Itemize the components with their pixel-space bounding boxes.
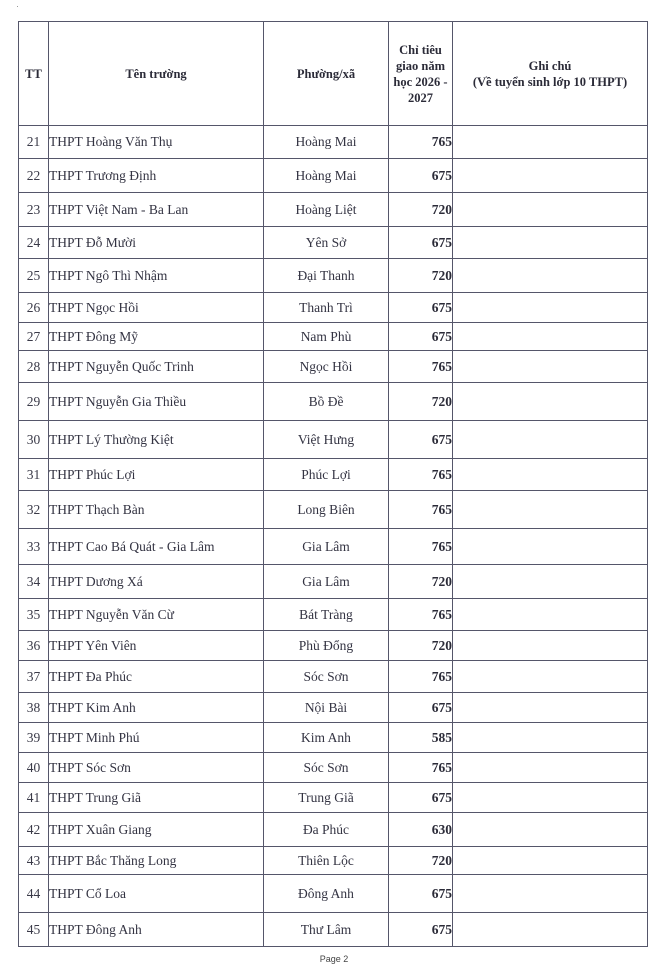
note-cell bbox=[453, 259, 648, 293]
ward-name: Đông Anh bbox=[264, 875, 389, 913]
row-number: 45 bbox=[19, 913, 49, 947]
table-row bbox=[19, 847, 648, 875]
school-name: THPT Yên Viên bbox=[49, 631, 264, 661]
school-name: THPT Hoàng Văn Thụ bbox=[49, 126, 264, 159]
school-name: THPT Ngô Thì Nhậm bbox=[49, 259, 264, 293]
note-cell bbox=[453, 383, 648, 421]
school-name: THPT Xuân Giang bbox=[49, 813, 264, 847]
row-number: 27 bbox=[19, 323, 49, 351]
quota-value: 630 bbox=[389, 813, 453, 847]
table-row bbox=[19, 293, 648, 323]
ward-name: Hoàng Mai bbox=[264, 159, 389, 193]
quota-value: 720 bbox=[389, 565, 453, 599]
school-name: THPT Trung Giã bbox=[49, 783, 264, 813]
table-row bbox=[19, 227, 648, 259]
ward-name: Nam Phù bbox=[264, 323, 389, 351]
ward-name: Thư Lâm bbox=[264, 913, 389, 947]
row-number: 36 bbox=[19, 631, 49, 661]
quota-value: 720 bbox=[389, 631, 453, 661]
quota-value: 765 bbox=[389, 351, 453, 383]
table-row bbox=[19, 193, 648, 227]
school-name: THPT Kim Anh bbox=[49, 693, 264, 723]
ward-name: Gia Lâm bbox=[264, 565, 389, 599]
header-quota-line-3: học 2026 - bbox=[393, 74, 448, 89]
table-row bbox=[19, 723, 648, 753]
note-cell bbox=[453, 491, 648, 529]
ward-name: Sóc Sơn bbox=[264, 661, 389, 693]
header-tt: TT bbox=[19, 22, 49, 126]
table-row bbox=[19, 693, 648, 723]
note-cell bbox=[453, 227, 648, 259]
quota-value: 675 bbox=[389, 421, 453, 459]
note-cell bbox=[453, 631, 648, 661]
note-cell bbox=[453, 913, 648, 947]
row-number: 29 bbox=[19, 383, 49, 421]
table-row bbox=[19, 875, 648, 913]
row-number: 21 bbox=[19, 126, 49, 159]
quota-value: 765 bbox=[389, 459, 453, 491]
school-name: THPT Ngọc Hồi bbox=[49, 293, 264, 323]
note-cell bbox=[453, 323, 648, 351]
table-row bbox=[19, 599, 648, 631]
row-number: 24 bbox=[19, 227, 49, 259]
row-number: 33 bbox=[19, 529, 49, 565]
note-cell bbox=[453, 293, 648, 323]
table-row bbox=[19, 753, 648, 783]
row-number: 30 bbox=[19, 421, 49, 459]
quota-value: 765 bbox=[389, 491, 453, 529]
ward-name: Thiên Lộc bbox=[264, 847, 389, 875]
table-row bbox=[19, 159, 648, 193]
header-quota-line-2: giao năm bbox=[396, 58, 445, 73]
note-cell bbox=[453, 459, 648, 491]
ward-name: Phúc Lợi bbox=[264, 459, 389, 491]
note-cell bbox=[453, 351, 648, 383]
ward-name: Yên Sở bbox=[264, 227, 389, 259]
note-cell bbox=[453, 529, 648, 565]
table-header bbox=[19, 22, 648, 126]
ward-name: Ngọc Hồi bbox=[264, 351, 389, 383]
row-number: 23 bbox=[19, 193, 49, 227]
school-name: THPT Nguyễn Quốc Trinh bbox=[49, 351, 264, 383]
ward-name: Phù Đổng bbox=[264, 631, 389, 661]
quota-value: 675 bbox=[389, 227, 453, 259]
quota-value: 720 bbox=[389, 383, 453, 421]
quota-value: 765 bbox=[389, 126, 453, 159]
quota-value: 675 bbox=[389, 783, 453, 813]
ward-name: Bồ Đề bbox=[264, 383, 389, 421]
note-cell bbox=[453, 159, 648, 193]
note-cell bbox=[453, 813, 648, 847]
table-row bbox=[19, 529, 648, 565]
table-row bbox=[19, 813, 648, 847]
table-row bbox=[19, 631, 648, 661]
row-number: 44 bbox=[19, 875, 49, 913]
ward-name: Việt Hưng bbox=[264, 421, 389, 459]
school-name: THPT Đông Mỹ bbox=[49, 323, 264, 351]
school-name: THPT Bắc Thăng Long bbox=[49, 847, 264, 875]
table-row bbox=[19, 491, 648, 529]
row-number: 31 bbox=[19, 459, 49, 491]
ward-name: Đa Phúc bbox=[264, 813, 389, 847]
row-number: 42 bbox=[19, 813, 49, 847]
ward-name: Hoàng Mai bbox=[264, 126, 389, 159]
school-name: THPT Phúc Lợi bbox=[49, 459, 264, 491]
quota-value: 675 bbox=[389, 693, 453, 723]
enrollment-quota-table bbox=[18, 21, 648, 947]
row-number: 22 bbox=[19, 159, 49, 193]
school-name: THPT Thạch Bàn bbox=[49, 491, 264, 529]
quota-value: 675 bbox=[389, 875, 453, 913]
note-cell bbox=[453, 661, 648, 693]
table-row bbox=[19, 783, 648, 813]
ward-name: Nội Bài bbox=[264, 693, 389, 723]
school-name: THPT Đông Anh bbox=[49, 913, 264, 947]
row-number: 38 bbox=[19, 693, 49, 723]
row-number: 32 bbox=[19, 491, 49, 529]
header-school-name: Tên trường bbox=[49, 22, 264, 126]
header-note-line-1: Ghi chú bbox=[528, 58, 572, 73]
ward-name: Trung Giã bbox=[264, 783, 389, 813]
scan-speck bbox=[17, 6, 18, 7]
table-row bbox=[19, 421, 648, 459]
note-cell bbox=[453, 193, 648, 227]
quota-value: 765 bbox=[389, 661, 453, 693]
school-name: THPT Đỗ Mười bbox=[49, 227, 264, 259]
note-cell bbox=[453, 421, 648, 459]
header-note bbox=[453, 22, 648, 126]
row-number: 25 bbox=[19, 259, 49, 293]
ward-name: Long Biên bbox=[264, 491, 389, 529]
row-number: 37 bbox=[19, 661, 49, 693]
table-row bbox=[19, 661, 648, 693]
table-row bbox=[19, 565, 648, 599]
school-name: THPT Dương Xá bbox=[49, 565, 264, 599]
note-cell bbox=[453, 753, 648, 783]
header-ward: Phường/xã bbox=[264, 22, 389, 126]
quota-value: 675 bbox=[389, 159, 453, 193]
header-quota-line-4: 2027 bbox=[408, 90, 433, 105]
school-name: THPT Đa Phúc bbox=[49, 661, 264, 693]
table-row bbox=[19, 383, 648, 421]
school-name: THPT Cao Bá Quát - Gia Lâm bbox=[49, 529, 264, 565]
quota-value: 720 bbox=[389, 259, 453, 293]
school-name: THPT Cổ Loa bbox=[49, 875, 264, 913]
school-name: THPT Nguyễn Gia Thiều bbox=[49, 383, 264, 421]
table-row bbox=[19, 259, 648, 293]
row-number: 39 bbox=[19, 723, 49, 753]
quota-value: 585 bbox=[389, 723, 453, 753]
row-number: 28 bbox=[19, 351, 49, 383]
school-name: THPT Minh Phú bbox=[49, 723, 264, 753]
note-cell bbox=[453, 847, 648, 875]
header-quota-line-1: Chỉ tiêu bbox=[399, 42, 442, 57]
table-row bbox=[19, 913, 648, 947]
note-cell bbox=[453, 599, 648, 631]
table-row bbox=[19, 126, 648, 159]
ward-name: Kim Anh bbox=[264, 723, 389, 753]
quota-value: 675 bbox=[389, 293, 453, 323]
page-number: Page 2 bbox=[319, 954, 349, 964]
note-cell bbox=[453, 783, 648, 813]
header-row bbox=[19, 22, 648, 126]
quota-value: 765 bbox=[389, 599, 453, 631]
quota-value: 675 bbox=[389, 913, 453, 947]
quota-value: 765 bbox=[389, 753, 453, 783]
school-name: THPT Việt Nam - Ba Lan bbox=[49, 193, 264, 227]
school-name: THPT Sóc Sơn bbox=[49, 753, 264, 783]
table-row bbox=[19, 323, 648, 351]
note-cell bbox=[453, 565, 648, 599]
quota-value: 720 bbox=[389, 847, 453, 875]
table-body bbox=[19, 126, 648, 947]
quota-value: 765 bbox=[389, 529, 453, 565]
row-number: 41 bbox=[19, 783, 49, 813]
ward-name: Gia Lâm bbox=[264, 529, 389, 565]
quota-value: 720 bbox=[389, 193, 453, 227]
row-number: 40 bbox=[19, 753, 49, 783]
row-number: 43 bbox=[19, 847, 49, 875]
note-cell bbox=[453, 875, 648, 913]
row-number: 26 bbox=[19, 293, 49, 323]
ward-name: Sóc Sơn bbox=[264, 753, 389, 783]
school-name: THPT Trương Định bbox=[49, 159, 264, 193]
school-name: THPT Nguyễn Văn Cừ bbox=[49, 599, 264, 631]
quota-value: 675 bbox=[389, 323, 453, 351]
school-name: THPT Lý Thường Kiệt bbox=[49, 421, 264, 459]
ward-name: Thanh Trì bbox=[264, 293, 389, 323]
ward-name: Hoàng Liệt bbox=[264, 193, 389, 227]
table-row bbox=[19, 351, 648, 383]
row-number: 34 bbox=[19, 565, 49, 599]
ward-name: Bát Tràng bbox=[264, 599, 389, 631]
ward-name: Đại Thanh bbox=[264, 259, 389, 293]
header-quota bbox=[389, 22, 453, 126]
table-row bbox=[19, 459, 648, 491]
note-cell bbox=[453, 126, 648, 159]
note-cell bbox=[453, 723, 648, 753]
header-note-line-2: (Về tuyển sinh lớp 10 THPT) bbox=[472, 74, 628, 89]
note-cell bbox=[453, 693, 648, 723]
row-number: 35 bbox=[19, 599, 49, 631]
